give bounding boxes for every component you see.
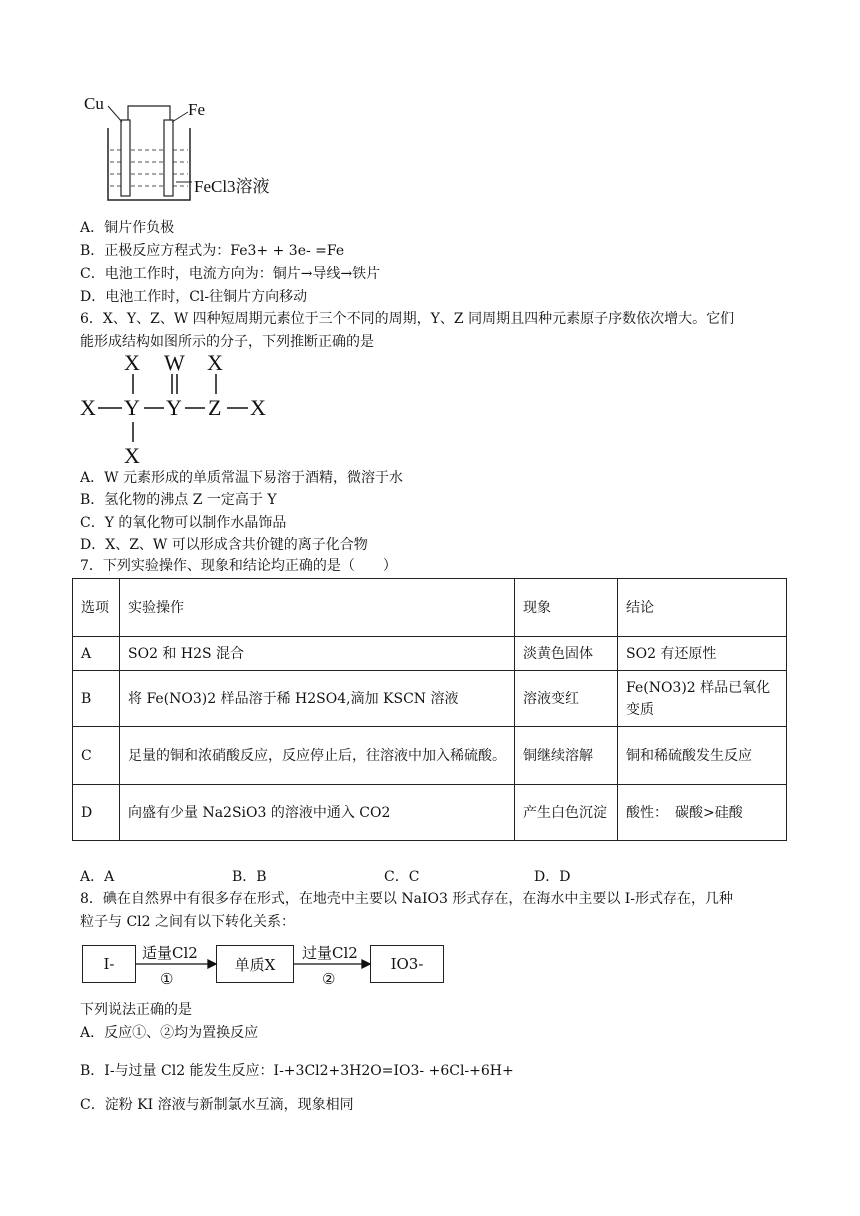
row-option: B [73, 671, 120, 727]
atom-z: Z [208, 395, 222, 420]
row-option: D [73, 785, 120, 841]
row-phenomenon: 铜继续溶解 [515, 727, 618, 785]
atom-x-bottom: X [124, 443, 140, 468]
q5-option-c: C．电池工作时，电流方向为：铜片→导线→铁片 [80, 266, 381, 282]
table-row [73, 637, 787, 671]
row-option: A [73, 637, 120, 671]
table-row [73, 727, 787, 785]
cu-electrode-label: Cu [84, 94, 104, 113]
q8-option-b: B．I-与过量 Cl2 能发生反应：I-+3Cl2+3H2O=IO3- +6Cl-+6H+ [80, 1063, 514, 1079]
q6-option-c: C．Y 的氧化物可以制作水晶饰品 [80, 515, 287, 531]
flow-box-element-x: 单质X [216, 945, 294, 983]
flow-box-iodide: I- [82, 945, 136, 983]
header-conclusion: 结论 [618, 579, 787, 637]
flow-box-iodate: IO3- [370, 945, 444, 983]
row-conclusion: Fe(NO3)2 样品已氧化变质 [618, 671, 787, 727]
row-operation: 向盛有少量 Na2SiO3 的溶液中通入 CO2 [120, 785, 515, 841]
row-operation: 将 Fe(NO3)2 样品溶于稀 H2SO4,滴加 KSCN 溶液 [120, 671, 515, 727]
arrow1-step: ① [160, 970, 174, 988]
q5-option-d: D．电池工作时，Cl-往铜片方向移动 [80, 289, 308, 305]
row-phenomenon: 溶液变红 [515, 671, 618, 727]
q8-option-c: C．淀粉 KI 溶液与新制氯水互滴，现象相同 [80, 1097, 354, 1113]
atom-y-first: Y [124, 395, 140, 420]
q7-experiment-table [72, 578, 787, 841]
header-option: 选项 [73, 579, 120, 637]
q8-stem-line1: 8．碘在自然界中有很多存在形式，在地壳中主要以 NaIO3 形式存在，在海水中主要以 I-形式存在，几种 [80, 891, 734, 907]
q7-choice-d: D．D [534, 869, 571, 885]
q8-prompt: 下列说法正确的是 [80, 1002, 192, 1018]
table-row [73, 671, 787, 727]
q7-choice-a: A．A [80, 869, 115, 885]
q6-option-b: B．氢化物的沸点 Z 一定高于 Y [80, 492, 277, 508]
atom-x-left: X [80, 395, 96, 420]
atom-x-right: X [250, 395, 266, 420]
table-header-row [73, 579, 787, 637]
q6-option-a: A．W 元素形成的单质常温下易溶于酒精，微溶于水 [80, 470, 403, 486]
q5-option-a: A．铜片作负极 [80, 220, 175, 236]
row-conclusion: SO2 有还原性 [618, 637, 787, 671]
header-phenomenon: 现象 [515, 579, 618, 637]
header-operation: 实验操作 [120, 579, 515, 637]
row-phenomenon: 产生白色沉淀 [515, 785, 618, 841]
q6-stem-line2: 能形成结构如图所示的分子，下列推断正确的是 [80, 334, 374, 350]
q7-stem: 7．下列实验操作、现象和结论均正确的是（ ） [80, 558, 397, 574]
q6-stem-line1: 6．X、Y、Z、W 四种短周期元素位于三个不同的周期，Y、Z 同周期且四种元素原子序数依次增大。它们 [80, 311, 735, 327]
arrow1-reagent: 适量Cl2 [142, 944, 198, 962]
row-conclusion: 酸性： 碳酸>硅酸 [618, 785, 787, 841]
row-option: C [73, 727, 120, 785]
galvanic-cell-figure [80, 92, 300, 212]
row-phenomenon: 淡黄色固体 [515, 637, 618, 671]
q7-choice-b: B．B [232, 869, 267, 885]
molecular-structure [78, 350, 278, 468]
atom-y-second: Y [166, 395, 182, 420]
q8-stem-line2: 粒子与 Cl2 之间有以下转化关系： [80, 914, 295, 930]
atom-x-top-right: X [207, 350, 223, 375]
arrow2-reagent: 过量Cl2 [302, 944, 358, 962]
q8-option-a: A．反应①、②均为置换反应 [80, 1025, 259, 1041]
row-operation: 足量的铜和浓硝酸反应，反应停止后，往溶液中加入稀硫酸。 [120, 727, 515, 785]
row-conclusion: 铜和稀硫酸发生反应 [618, 727, 787, 785]
atom-x-top-left: X [124, 350, 140, 375]
fe-electrode-label: Fe [188, 100, 205, 119]
table-row [73, 785, 787, 841]
q7-choice-c: C．C [384, 869, 420, 885]
atom-w-top: W [164, 350, 185, 375]
q5-option-b: B．正极反应方程式为：Fe3+ + 3e- =Fe [80, 243, 345, 259]
arrow2-step: ② [322, 970, 336, 988]
row-operation: SO2 和 H2S 混合 [120, 637, 515, 671]
q6-option-d: D．X、Z、W 可以形成含共价键的离子化合物 [80, 537, 368, 553]
solution-label: FeCl3溶液 [194, 177, 270, 196]
